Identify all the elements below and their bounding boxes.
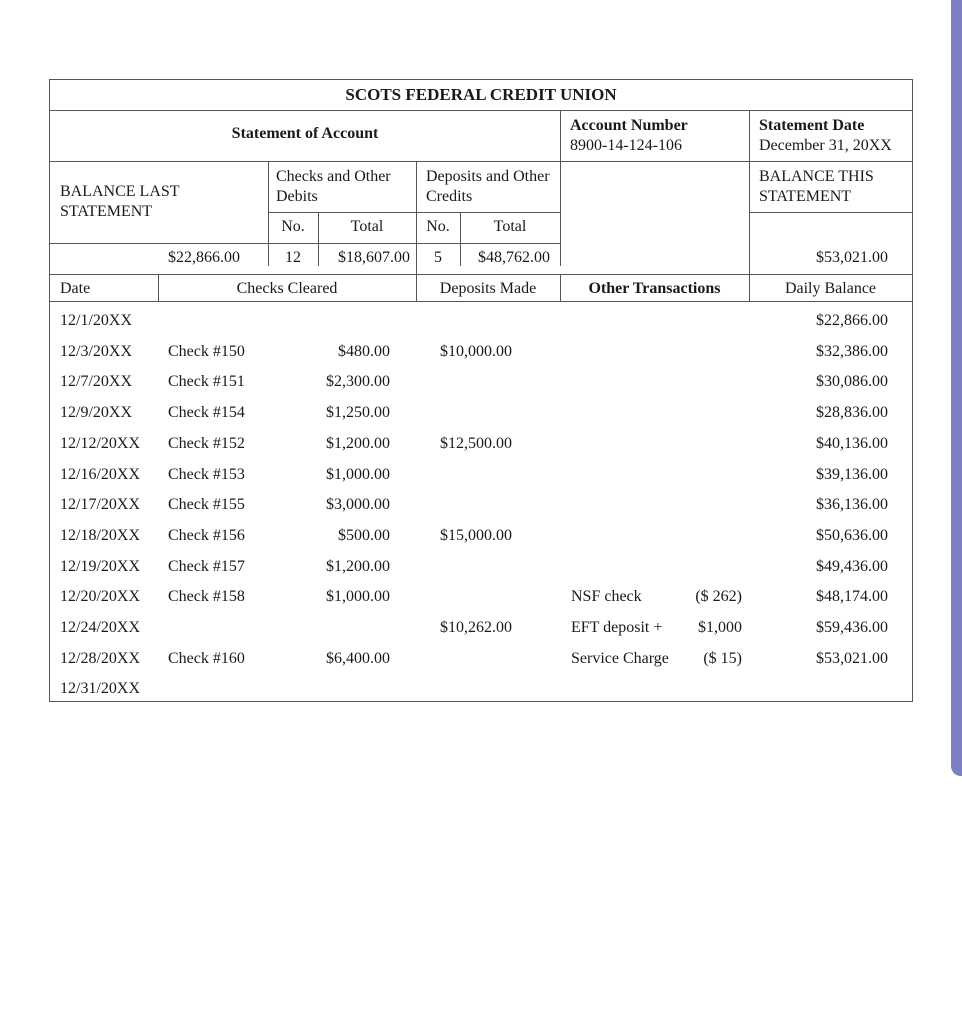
balance-this-label: BALANCE THIS STATEMENT — [759, 168, 874, 205]
row-balance: $36,136.00 — [816, 496, 888, 514]
row-date: 12/7/20XX — [60, 373, 132, 391]
row-date: 12/9/20XX — [60, 404, 132, 422]
col-daily-balance: Daily Balance — [784, 280, 877, 297]
checks-no-value: 12 — [285, 249, 301, 266]
row-date: 12/17/20XX — [60, 496, 140, 514]
statement-date: December 31, 20XX — [759, 137, 892, 154]
row-deposit: $12,500.00 — [440, 434, 512, 452]
side-tab — [951, 0, 962, 776]
row-check: Check #151 — [168, 373, 245, 391]
col-checks-cleared: Checks Cleared — [236, 280, 338, 297]
statement-date-label: Statement Date — [759, 117, 865, 134]
row-check-amount: $1,000.00 — [326, 465, 390, 483]
row-check-amount: $6,400.00 — [326, 649, 390, 667]
row-check: Check #158 — [168, 588, 245, 606]
col-other-transactions: Other Transactions — [588, 280, 721, 297]
row-balance: $40,136.00 — [816, 434, 888, 452]
row-date: 12/16/20XX — [60, 465, 140, 483]
col-deposits-made: Deposits Made — [439, 280, 537, 297]
bank-statement — [49, 79, 913, 702]
row-date: 12/19/20XX — [60, 557, 140, 575]
row-check-amount: $1,000.00 — [326, 588, 390, 606]
row-date: 12/3/20XX — [60, 342, 132, 360]
row-balance: $22,866.00 — [816, 312, 888, 329]
row-check-amount: $1,200.00 — [326, 557, 390, 575]
row-balance: $59,436.00 — [816, 619, 888, 636]
checks-total-label: Total — [350, 218, 384, 235]
row-balance: $32,386.00 — [816, 342, 888, 360]
row-date: 12/20/20XX — [60, 588, 140, 606]
checks-total-value: $18,607.00 — [338, 249, 410, 266]
deposits-no-label: No. — [426, 218, 450, 235]
row-other-amount: $1,000 — [698, 619, 742, 636]
row-check-amount: $1,200.00 — [326, 434, 390, 452]
row-check-amount: $480.00 — [338, 342, 390, 360]
row-date: 12/28/20XX — [60, 649, 140, 667]
row-balance: $49,436.00 — [816, 557, 888, 575]
row-check-amount: $2,300.00 — [326, 373, 390, 391]
deposits-credits-label: Deposits and Other Credits — [426, 168, 550, 205]
row-check: Check #156 — [168, 526, 245, 544]
row-check: Check #157 — [168, 557, 245, 575]
statement-header-row — [50, 111, 912, 162]
row-deposit: $10,262.00 — [440, 619, 512, 636]
row-balance: $39,136.00 — [816, 465, 888, 483]
row-check-amount: $3,000.00 — [326, 496, 390, 514]
balance-this-value: $53,021.00 — [816, 249, 888, 266]
row-check: Check #153 — [168, 465, 245, 483]
deposits-total-value: $48,762.00 — [478, 249, 550, 266]
statement-of-account-label: Statement of Account — [231, 125, 379, 142]
checks-no-label: No. — [281, 218, 305, 235]
row-other-desc: NSF check — [571, 588, 642, 606]
row-balance: $30,086.00 — [816, 373, 888, 391]
row-check-amount: $500.00 — [338, 526, 390, 544]
row-check: Check #160 — [168, 649, 245, 667]
row-other-desc: Service Charge — [571, 649, 669, 667]
row-other-desc: EFT deposit + — [571, 619, 663, 636]
row-balance: $53,021.00 — [816, 649, 888, 667]
row-date: 12/18/20XX — [60, 526, 140, 544]
account-number-label: Account Number — [570, 117, 688, 134]
row-date: 12/31/20XX — [60, 680, 140, 698]
row-deposit: $15,000.00 — [440, 526, 512, 544]
col-date: Date — [60, 280, 91, 297]
row-date: 12/1/20XX — [60, 312, 132, 329]
row-balance: $50,636.00 — [816, 526, 888, 544]
row-date: 12/12/20XX — [60, 434, 140, 452]
row-check-amount: $1,250.00 — [326, 404, 390, 422]
checks-debits-label: Checks and Other Debits — [276, 168, 391, 205]
deposits-no-value: 5 — [434, 249, 442, 266]
row-date: 12/24/20XX — [60, 619, 140, 636]
row-other-amount: ($ 262) — [695, 588, 742, 606]
row-check: Check #155 — [168, 496, 245, 514]
row-check: Check #152 — [168, 434, 245, 452]
account-number: 8900-14-124-106 — [570, 137, 682, 154]
balance-last-value: $22,866.00 — [168, 249, 240, 266]
row-check: Check #154 — [168, 404, 245, 422]
row-deposit: $10,000.00 — [440, 342, 512, 360]
bank-name: SCOTS FEDERAL CREDIT UNION — [50, 80, 912, 111]
balance-last-label: BALANCE LAST STATEMENT — [60, 183, 180, 220]
deposits-total-label: Total — [493, 218, 527, 235]
row-balance: $28,836.00 — [816, 404, 888, 422]
row-other-amount: ($ 15) — [703, 649, 742, 667]
row-balance: $48,174.00 — [816, 588, 888, 606]
row-check: Check #150 — [168, 342, 245, 360]
